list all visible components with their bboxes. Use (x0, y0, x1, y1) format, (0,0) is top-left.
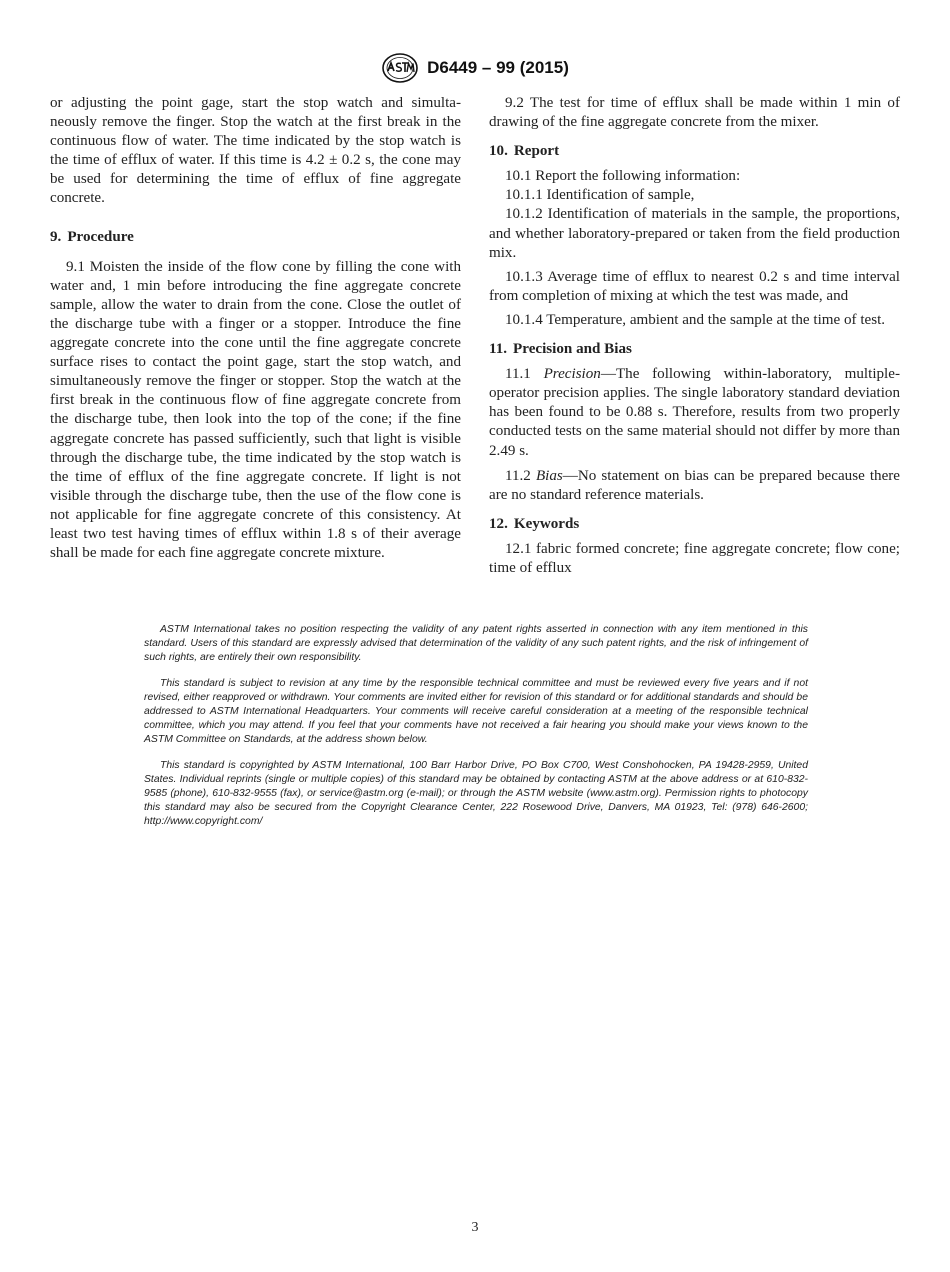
paragraph-11-2-number: 11.2 (505, 467, 531, 484)
left-column (50, 94, 461, 563)
bias-term: Bias (535, 467, 563, 484)
paragraph-11-1 (489, 365, 900, 460)
page-number: 3 (471, 1220, 479, 1235)
paragraph-11-1-number: 11.1 (505, 366, 531, 383)
copyright-notice: This standard is copyrighted by ASTM International, 100 Barr Harbor Drive, PO Box C700, West Conshohocken, PA 19428-2959, United States. Individual reprints (single or multiple copies) of this standard may be obtained by contacting ASTM at the above address or at 610-832-9585 (phone), 610-832-9555 (fax), or service@astm.org (e-mail); or through the ASTM website (www.astm.org). Permission rights to photocopy this standard may also be secured from the Copyright Clearance Center, 222 Rosewood Drive, Danvers, MA 01923, Tel: (978) 646-2600; http://www.copyright.com/ (144, 760, 808, 827)
paragraph-11-2-text: —No statement on bias can be prepared because there are no standard reference materials. (489, 467, 901, 503)
page-header (0, 52, 950, 84)
paragraph-10-1-3: 10.1.3 Average time of efflux to nearest 0.2 s and time interval from completion of mixing at which the test was made, and (489, 268, 900, 304)
right-column (489, 94, 900, 578)
paragraph-9-1: 9.1 Moisten the inside of the flow cone by filling the cone with water and, 1 min before introducing the fine aggregate concrete sample, allow the water to drain from the cone. Close the outlet of the discharge tube with a finger or a stopper. Introduce the fine aggregate concrete into the cone until the fine aggregate concrete surface rises to contact the point gage, start the stop watch, and simultaneously remove the finger or stopper. Stop the watch at the first break in the continuous flow of fine aggregate concrete from the discharge tube, then look into the top of the cone; if the fine aggregate concrete has passed sufficiently, such that light is visible through the discharge tube, the time indicated by the stop watch is the time of efflux of the fine aggregate concrete. If light is not visible through the discharge tube, then the use of the flow cone is not applicable for fine aggregate concrete of this consistency. At least two test having times of efflux within 1.8 s of their average shall be made for each fine aggregate concrete mixture. (50, 258, 461, 562)
paragraph-11-1-text: —The following within-laboratory, multiple-operator precision applies. The single laboratory standard deviation has been found to be 0.88 s. Therefore, results from two properly conducted tests on the same material should not differ by more than 2.49 s. (489, 366, 900, 459)
revision-notice: This standard is subject to revision at any time by the responsible technical committee and must be reviewed every five years and if not revised, either reapproved or withdrawn. Your comments are invited either for revision of this standard or for additional standards and should be addressed to ASTM International Headquarters. Your comments will receive careful consideration at a meeting of the responsible technical committee, which you may attend. If you feel that your comments have not received a fair hearing you should make your views known to the ASTM Committee on Standards, at the address shown below. (144, 678, 808, 745)
section11-heading (489, 340, 900, 359)
section8-continuation: or adjusting the point gage, start the stop watch and simulta-neously remove the finger. Stop the watch at the first break in the continuous flow of water. The time indicated by the stop watch is the time of efflux of water. If this time is 4.2 ± 0.2 s, the cone may be used for determining the time of efflux of fine aggregate concrete. (50, 95, 461, 207)
paragraph-10-1-4: 10.1.4 Temperature, ambient and the sample at the time of test. (505, 311, 886, 328)
astm-notices (144, 623, 808, 841)
section10-title: Report (513, 143, 560, 160)
section10-number: 10. (489, 143, 508, 160)
paragraph-11-2 (489, 467, 900, 505)
section12-title: Keywords (513, 515, 580, 532)
paragraph-10-1: 10.1 Report the following information: (505, 168, 741, 185)
section12-heading (489, 515, 900, 534)
section9-number: 9. (50, 228, 62, 245)
precision-term: Precision (543, 366, 601, 383)
standard-designation: D6449 – 99 (2015) (427, 58, 569, 77)
section9-title: Procedure (67, 228, 134, 245)
section12-number: 12. (489, 515, 508, 532)
patent-notice: ASTM International takes no position respecting the validity of any patent rights asserted in connection with any item mentioned in this standard. Users of this standard are expressly advised that determination of the validity of any such patent rights, and the risk of infringement of such rights, are entirely their own responsibility. (144, 624, 808, 663)
section11-number: 11. (489, 341, 508, 358)
paragraph-9-2: 9.2 The test for time of efflux shall be made within 1 min of drawing of the fine aggregate concrete from the mixer. (489, 95, 900, 131)
paragraph-10-1-1: 10.1.1 Identification of sample, (505, 187, 695, 204)
section10-heading (489, 142, 900, 161)
paragraph-12-1: 12.1 fabric formed concrete; fine aggregate concrete; flow cone; time of efflux (489, 540, 900, 576)
paragraph-10-1-2: 10.1.2 Identification of materials in the sample, the proportions, and whether laboratory-prepared or taken from the field production mix. (489, 206, 900, 261)
section11-title: Precision and Bias (513, 341, 632, 358)
section9-heading (50, 228, 461, 247)
astm-logo-icon (381, 52, 419, 84)
